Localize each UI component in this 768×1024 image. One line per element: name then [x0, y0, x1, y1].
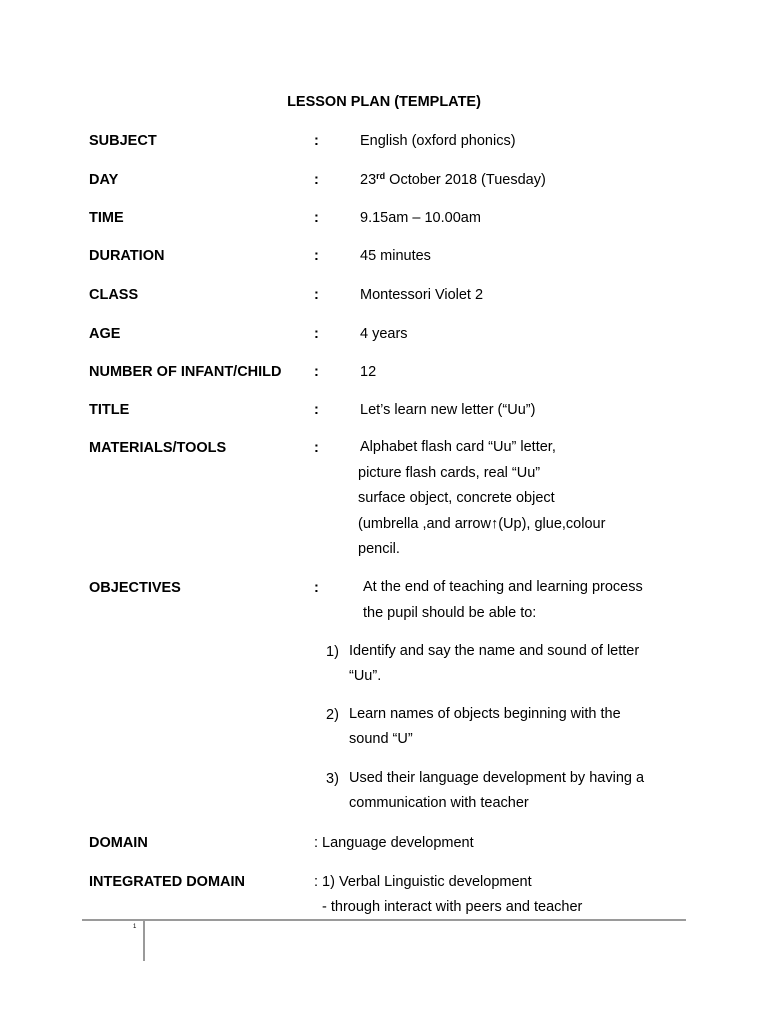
- materials-line: (umbrella ,and arrow↑(Up), glue,colour: [358, 515, 606, 532]
- subject-label: SUBJECT: [89, 133, 157, 149]
- page-number: 1: [133, 924, 137, 930]
- duration-label: DURATION: [89, 248, 165, 264]
- objectives-label: OBJECTIVES: [89, 580, 181, 596]
- materials-line: Alphabet flash card “Uu” letter,: [360, 439, 556, 455]
- objective-line: Identify and say the name and sound of letter: [349, 643, 640, 659]
- footer-vertical-rule: [143, 921, 145, 961]
- time-label: TIME: [89, 210, 124, 226]
- objectives-intro: [363, 575, 643, 626]
- domain-value: : Language development: [314, 835, 474, 851]
- objective-item: [349, 639, 689, 689]
- integrated-domain-line: : 1) Verbal Linguistic development: [314, 874, 532, 890]
- number-value: 12: [360, 364, 377, 380]
- age-value: 4 years: [360, 326, 408, 342]
- subject-value: English (oxford phonics): [360, 133, 516, 149]
- day-value-number: 23: [360, 172, 377, 188]
- duration-value: 45 minutes: [360, 248, 431, 264]
- materials-label: MATERIALS/TOOLS: [89, 440, 227, 456]
- domain-label: DOMAIN: [89, 835, 148, 851]
- lesson-title-colon: :: [314, 402, 319, 418]
- objective-line: Used their language development by having a: [349, 770, 645, 786]
- class-label: CLASS: [89, 287, 139, 303]
- integrated-domain-label: INTEGRATED DOMAIN: [89, 874, 246, 890]
- day-colon: :: [314, 172, 319, 188]
- age-colon: :: [314, 326, 319, 342]
- day-value-rest: October 2018 (Tuesday): [385, 172, 546, 188]
- objectives-intro-line: the pupil should be able to:: [363, 604, 537, 621]
- subject-colon: :: [314, 133, 319, 149]
- objective-item: [349, 766, 689, 816]
- objective-line: sound “U”: [349, 731, 413, 747]
- objective-number: 2): [326, 707, 339, 723]
- time-colon: :: [314, 210, 319, 226]
- class-value: Montessori Violet 2: [360, 287, 484, 303]
- materials-value: [358, 435, 605, 563]
- class-colon: :: [314, 287, 319, 303]
- time-value: 9.15am – 10.00am: [360, 210, 481, 226]
- materials-line: picture flash cards, real “Uu”: [358, 464, 541, 481]
- number-colon: :: [314, 364, 319, 380]
- materials-colon: :: [314, 440, 319, 456]
- objective-line: communication with teacher: [349, 795, 529, 811]
- day-value: [360, 172, 546, 188]
- page-title: LESSON PLAN (TEMPLATE): [287, 94, 481, 110]
- footer-divider: [82, 919, 686, 921]
- materials-line: surface object, concrete object: [358, 490, 555, 506]
- integrated-domain-line: - through interact with peers and teacher: [322, 899, 583, 915]
- lesson-title-label: TITLE: [89, 402, 130, 418]
- objective-line: Learn names of objects beginning with the: [349, 706, 621, 722]
- duration-colon: :: [314, 248, 319, 264]
- objective-line: “Uu”.: [349, 668, 382, 684]
- day-label: DAY: [89, 172, 119, 188]
- day-value-suffix: rd: [376, 171, 386, 181]
- objectives-intro-line: At the end of teaching and learning process: [363, 579, 643, 595]
- age-label: AGE: [89, 326, 121, 342]
- objective-number: 1): [326, 644, 339, 660]
- objectives-colon: :: [314, 580, 319, 596]
- number-label: NUMBER OF INFANT/CHILD: [89, 364, 282, 380]
- lesson-title-value: Let’s learn new letter (“Uu”): [360, 402, 536, 418]
- materials-line: pencil.: [358, 541, 400, 557]
- objective-item: [349, 702, 689, 752]
- objective-number: 3): [326, 771, 339, 787]
